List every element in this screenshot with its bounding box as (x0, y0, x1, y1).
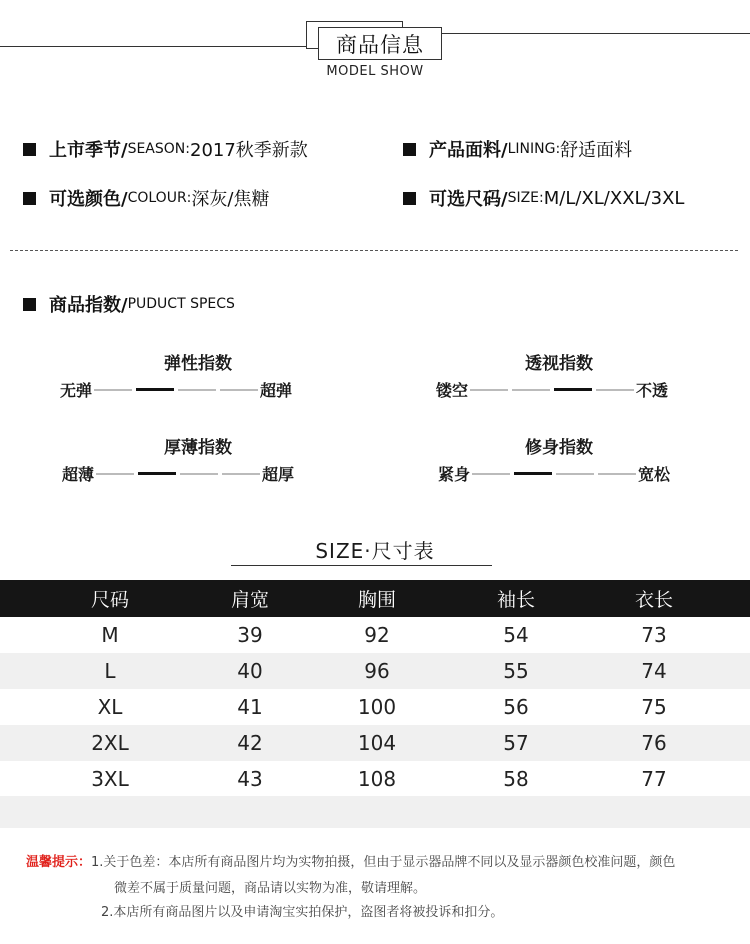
index-segment (94, 389, 132, 391)
note-label: 温馨提示： (26, 855, 92, 870)
fit-bar (470, 472, 638, 475)
table-row (0, 689, 750, 725)
table-cell: 77 (641, 767, 667, 791)
table-empty-row (0, 796, 750, 828)
index-segment (180, 473, 218, 475)
bullet-square-icon (23, 298, 36, 311)
thickness-left-label: 超薄 (62, 465, 95, 484)
info-colour-en: COLOUR (127, 190, 187, 206)
index-segment (512, 389, 550, 391)
elasticity-title: 弹性指数 (164, 354, 232, 374)
elasticity-left-label: 无弹 (60, 381, 93, 400)
index-segment (472, 473, 510, 475)
info-lining (403, 136, 632, 162)
index-segment-active (514, 472, 552, 475)
thickness-right-label: 超厚 (262, 465, 295, 484)
note-line-1 (26, 851, 675, 870)
specs-heading-en: PUDUCT SPECS (127, 296, 235, 312)
table-cell: 54 (503, 623, 529, 647)
info-season-label: 上市季节/ (49, 140, 128, 161)
info-lining-value: 舒适面料 (560, 140, 633, 161)
info-size-en: SIZE (507, 190, 540, 206)
fit-title: 修身指数 (525, 438, 593, 458)
note-text-1: 1.关于色差：本店所有商品图片均为实物拍摄，但由于显示器品牌不同以及显示器颜色校准问题，颜色 (91, 855, 676, 870)
table-cell: 41 (237, 695, 263, 719)
bullet-square-icon (403, 143, 416, 156)
note-text-3: 2.本店所有商品图片以及申请淘宝实拍保护，盗图者将被投诉和扣分。 (101, 905, 504, 920)
table-cell: 108 (357, 767, 397, 791)
index-segment (222, 473, 260, 475)
transparency-title: 透视指数 (525, 354, 593, 374)
bullet-square-icon (23, 192, 36, 205)
info-separator: : (539, 190, 544, 206)
index-segment (556, 473, 594, 475)
size-title-underline (231, 565, 492, 566)
fit-scale (438, 462, 670, 485)
header-cell: 衣长 (634, 589, 673, 611)
index-segment-active (136, 388, 174, 391)
info-season (23, 136, 308, 162)
index-segment (596, 389, 634, 391)
header-cell: 肩宽 (230, 589, 269, 611)
fit-left-label: 紧身 (438, 465, 471, 484)
table-cell: 100 (357, 695, 397, 719)
thickness-bar (94, 472, 262, 475)
info-size (403, 185, 684, 211)
elasticity-right-label: 超弹 (260, 381, 293, 400)
dashed-divider (10, 250, 738, 251)
index-segment (470, 389, 508, 391)
elasticity-scale (60, 378, 292, 401)
table-cell: 76 (641, 731, 667, 755)
table-row (0, 725, 750, 761)
table-cell: 74 (641, 659, 667, 683)
table-cell: 42 (237, 731, 263, 755)
info-season-en: SEASON (127, 141, 186, 157)
table-row (0, 617, 750, 653)
table-cell: 55 (503, 659, 529, 683)
table-cell: 75 (641, 695, 667, 719)
table-row (0, 653, 750, 689)
table-cell: 40 (237, 659, 263, 683)
table-cell: 104 (357, 731, 397, 755)
info-size-label: 可选尺码/ (429, 189, 508, 210)
section-title: 商品信息 (318, 27, 442, 60)
info-colour-value: 深灰/焦糖 (191, 189, 270, 210)
table-cell: 3XL (91, 767, 129, 791)
specs-heading-label: 商品指数/ (49, 295, 128, 316)
table-cell: 92 (364, 623, 390, 647)
transparency-scale (436, 378, 668, 401)
index-segment-active (138, 472, 176, 475)
fit-right-label: 宽松 (638, 465, 671, 484)
info-size-value: M/L/XL/XXL/3XL (543, 187, 685, 209)
section-subtitle: MODEL SHOW (326, 64, 424, 79)
table-cell: L (104, 659, 116, 683)
info-lining-label: 产品面料/ (429, 140, 508, 161)
info-colour (23, 185, 269, 211)
thickness-scale (62, 462, 294, 485)
info-colour-label: 可选颜色/ (49, 189, 128, 210)
table-cell: 58 (503, 767, 529, 791)
header-cell: 尺码 (90, 589, 129, 611)
info-season-value: 2017秋季新款 (190, 140, 308, 161)
table-cell: 73 (641, 623, 667, 647)
header-cell: 袖长 (496, 589, 535, 611)
index-segment (220, 389, 258, 391)
transparency-bar (468, 388, 636, 391)
elasticity-bar (92, 388, 260, 391)
note-text-2: 微差不属于质量问题，商品请以实物为准，敬请理解。 (114, 881, 427, 896)
thickness-title: 厚薄指数 (164, 438, 232, 458)
index-segment (178, 389, 216, 391)
table-cell: M (101, 623, 119, 647)
size-table-title: SIZE·尺寸表 (315, 539, 435, 563)
table-cell: 96 (364, 659, 390, 683)
index-segment-active (554, 388, 592, 391)
info-separator: : (555, 141, 561, 157)
table-cell: XL (97, 695, 123, 719)
table-cell: 39 (237, 623, 263, 647)
index-segment (598, 473, 636, 475)
index-segment (96, 473, 134, 475)
table-cell: 56 (503, 695, 529, 719)
header-line-left (0, 46, 318, 47)
info-separator: : (186, 190, 192, 206)
info-separator: : (185, 141, 190, 157)
info-lining-en: LINING (507, 141, 556, 157)
specs-heading (23, 291, 235, 317)
transparency-left-label: 镂空 (436, 381, 469, 400)
table-cell: 2XL (91, 731, 129, 755)
bullet-square-icon (23, 143, 36, 156)
table-row (0, 761, 750, 797)
size-table-header (0, 580, 750, 617)
header-cell: 胸围 (357, 589, 396, 611)
header-line-right (440, 33, 750, 34)
table-cell: 57 (503, 731, 529, 755)
table-cell: 43 (237, 767, 263, 791)
transparency-right-label: 不透 (636, 381, 669, 400)
bullet-square-icon (403, 192, 416, 205)
